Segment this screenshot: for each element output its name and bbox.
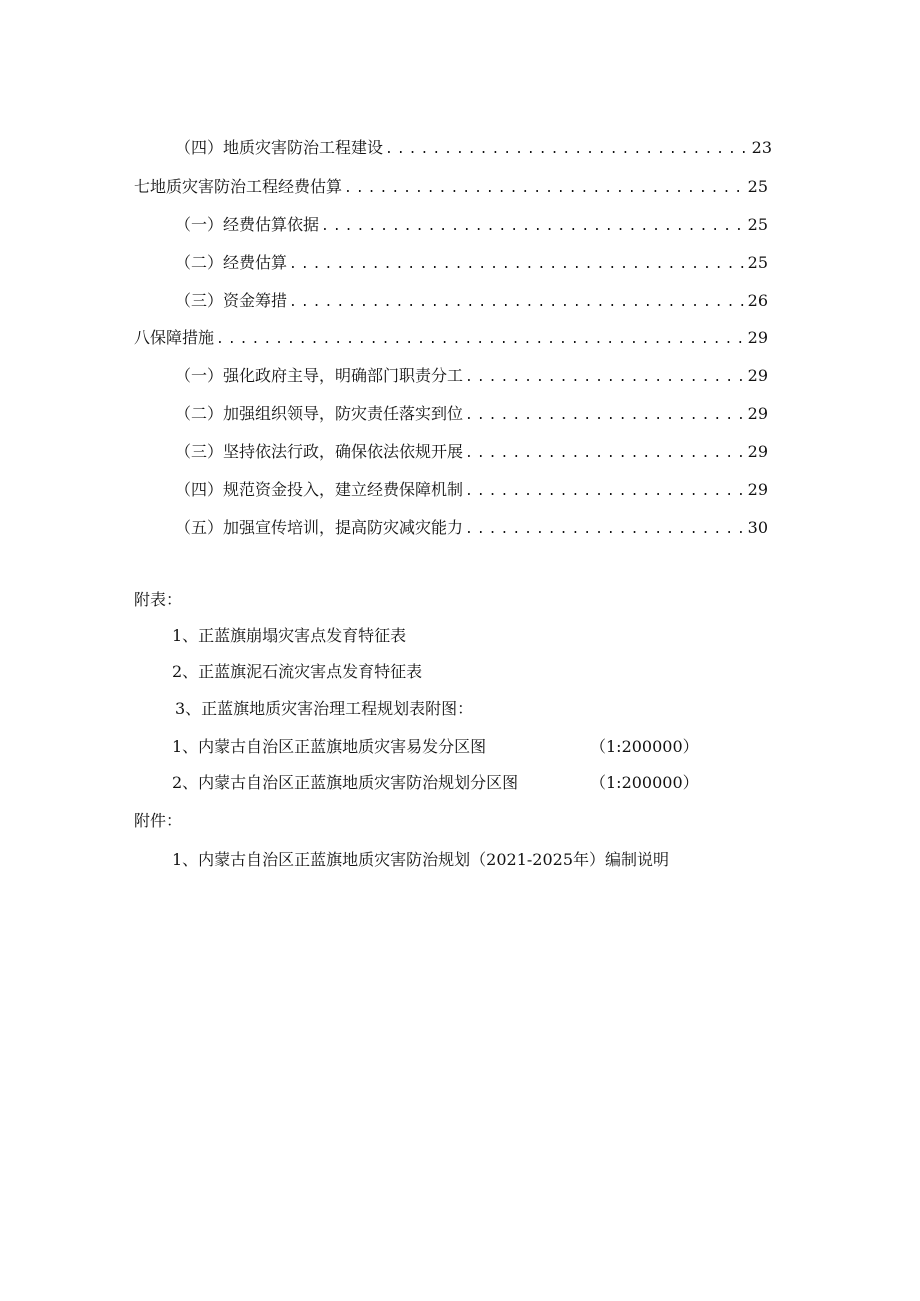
toc-dot-leader [465, 519, 746, 541]
toc-entry[interactable] [134, 327, 768, 351]
toc-dot-leader [385, 139, 750, 161]
toc-entry[interactable] [175, 403, 768, 427]
toc-dot-leader [344, 178, 746, 200]
appendix-table-item: 3、正蓝旗地质灾害治理工程规划表附图： [175, 699, 474, 718]
toc-entry[interactable] [175, 441, 768, 465]
toc-entry[interactable] [175, 517, 768, 541]
toc-entry-title: 七地质灾害防治工程经费估算 [134, 177, 343, 196]
toc-entry[interactable] [175, 365, 768, 389]
toc-entry-title: （四）规范资金投入，建立经费保障机制 [175, 480, 464, 499]
toc-entry-title: （一）强化政府主导，明确部门职责分工 [175, 366, 464, 385]
toc-dot-leader [289, 292, 746, 314]
toc-entry[interactable] [175, 137, 772, 161]
toc-entry[interactable] [175, 214, 768, 238]
toc-entry-title: （二）加强组织领导，防灾责任落实到位 [175, 404, 464, 423]
toc-entry-title: （一）经费估算依据 [175, 215, 320, 234]
toc-entry[interactable] [134, 176, 768, 200]
map-scale: （1:200000） [590, 773, 699, 792]
toc-entry[interactable] [175, 290, 768, 314]
appendix-table-item: 1、正蓝旗崩塌灾害点发育特征表 [172, 626, 407, 645]
toc-entry-page: 29 [747, 366, 768, 385]
toc-entry-page: 25 [747, 253, 768, 272]
toc-entry-page: 23 [751, 138, 772, 157]
toc-dot-leader [465, 443, 746, 465]
toc-entry-page: 29 [747, 442, 768, 461]
toc-dot-leader [465, 405, 746, 427]
appendix-tables-heading: 附表： [134, 590, 183, 609]
appendix-map-item: 1、内蒙古自治区正蓝旗地质灾害易发分区图 [172, 737, 487, 756]
toc-entry-page: 26 [747, 291, 768, 310]
toc-entry[interactable] [175, 479, 768, 503]
toc-entry-page: 29 [747, 328, 768, 347]
map-scale: （1:200000） [590, 737, 699, 756]
toc-entry-title: （二）经费估算 [175, 253, 288, 272]
appendix-table-item: 2、正蓝旗泥石流灾害点发育特征表 [172, 662, 423, 681]
toc-entry-title: 八保障措施 [134, 328, 215, 347]
toc-dot-leader [321, 216, 746, 238]
toc-entry-page: 30 [747, 518, 768, 537]
toc-entry-page: 25 [747, 215, 768, 234]
attachments-heading: 附件： [134, 811, 183, 830]
toc-entry-page: 25 [747, 177, 768, 196]
toc-entry-title: （四）地质灾害防治工程建设 [175, 138, 384, 157]
toc-entry[interactable] [175, 252, 768, 276]
toc-dot-leader [289, 254, 746, 276]
toc-entry-title: （五）加强宣传培训，提高防灾减灾能力 [175, 518, 464, 537]
attachment-item: 1、内蒙古自治区正蓝旗地质灾害防治规划（2021-2025年）编制说明 [172, 850, 670, 869]
toc-dot-leader [465, 481, 746, 503]
toc-dot-leader [465, 367, 746, 389]
toc-entry-page: 29 [747, 480, 768, 499]
toc-dot-leader [216, 329, 746, 351]
toc-entry-page: 29 [747, 404, 768, 423]
appendix-map-item: 2、内蒙古自治区正蓝旗地质灾害防治规划分区图 [172, 773, 519, 792]
toc-entry-title: （三）坚持依法行政，确保依法依规开展 [175, 442, 464, 461]
toc-entry-title: （三）资金筹措 [175, 291, 288, 310]
